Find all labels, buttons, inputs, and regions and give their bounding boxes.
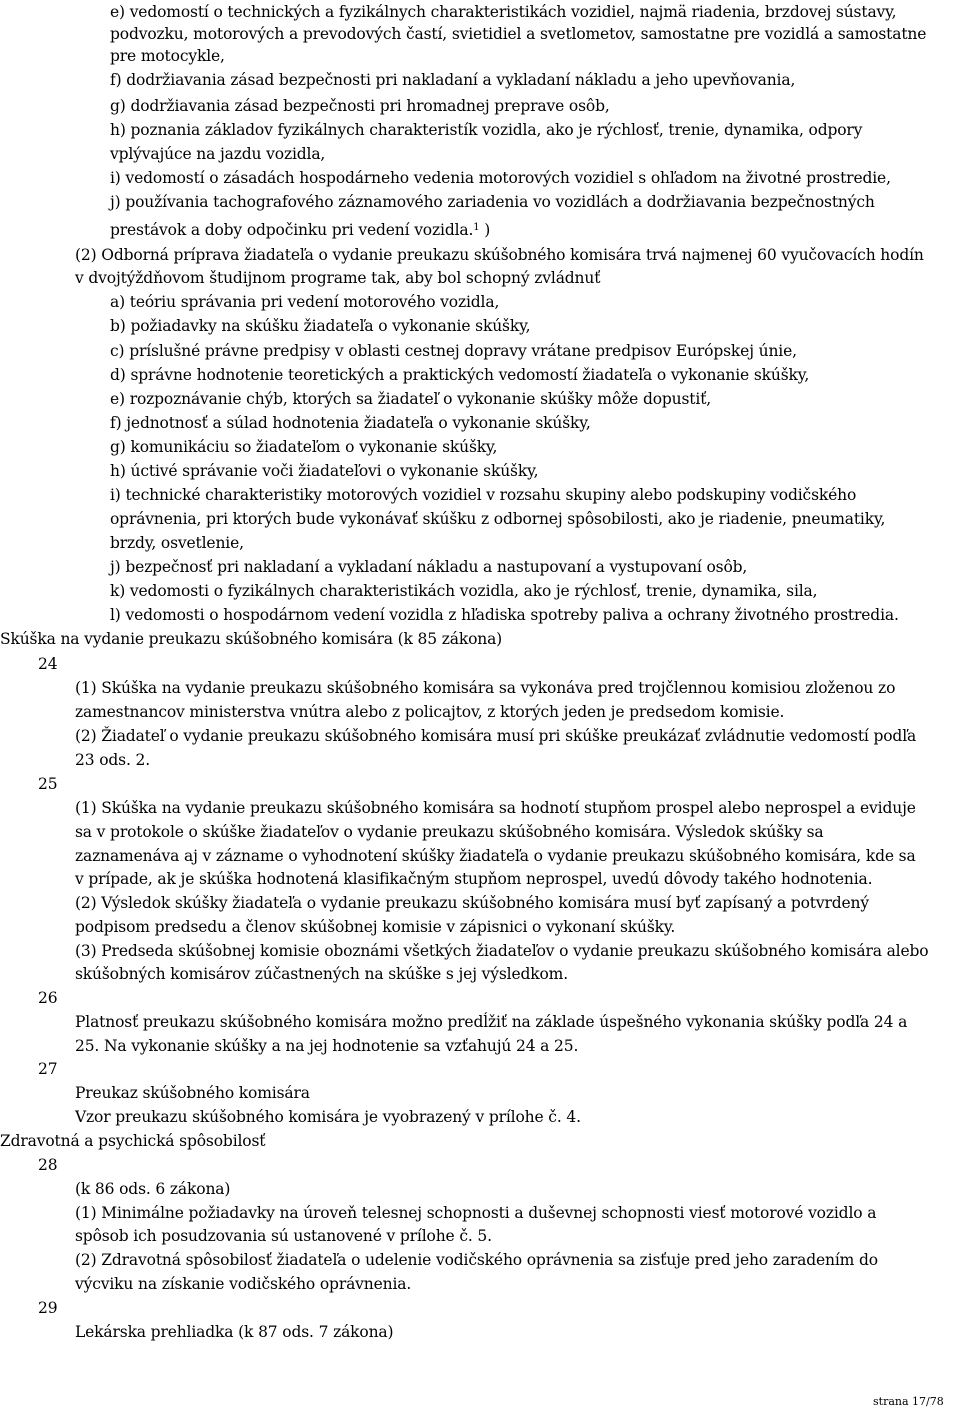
paragraph-line: (2) Zdravotná spôsobilosť žiadateľa o udelenie vodičského oprávnenia sa zisťuje pred jeho zaradením do [75,1251,878,1269]
list-item [110,218,490,242]
paragraph-line: (2) Výsledok skúšky žiadateľa o vydanie preukazu skúšobného komisára musí byť zapísaný a potvrdený [75,894,869,912]
list-item: b) požiadavky na skúšku žiadateľa o vykonanie skúšky, [110,317,531,335]
paragraph-line: výcviku na získanie vodičského oprávnenia. [75,1275,412,1293]
paragraph-line: Preukaz skúšobného komisára [75,1084,310,1102]
list-item: f) jednotnosť a súlad hodnotenia žiadateľa o vykonanie skúšky, [110,414,591,432]
paragraph-line: 23 ods. 2. [75,751,151,769]
list-item: a) teóriu správania pri vedení motorového vozidla, [110,293,500,311]
paragraph-line: (2) Odborná príprava žiadateľa o vydanie preukazu skúšobného komisára trvá najmenej 60 vyučovacích hodín [75,246,924,264]
paragraph-line: (k 86 ods. 6 zákona) [75,1180,231,1198]
footnote-paren: ) [479,221,491,239]
paragraph-line: sa v protokole o skúške žiadateľov o vydanie preukazu skúšobného komisára. Výsledok skúšky sa [75,823,824,841]
section-number: 24 [38,655,58,673]
list-item: pre motocykle, [110,47,225,65]
paragraph-line: 25. Na vykonanie skúšky a na jej hodnotenie sa vzťahujú 24 a 25. [75,1037,579,1055]
section-heading: Zdravotná a psychická spôsobilosť [0,1132,266,1150]
list-item: g) komunikáciu so žiadateľom o vykonanie skúšky, [110,438,498,456]
list-item: e) vedomostí o technických a fyzikálnych charakteristikách vozidiel, najmä riadenia, brzdovej sústavy, [110,3,897,21]
paragraph-line: (1) Skúška na vydanie preukazu skúšobného komisára sa vykonáva pred trojčlennou komisiou zloženou zo [75,679,896,697]
paragraph-line: zaznamenáva aj v zázname o vyhodnotení skúšky žiadateľa o vydanie preukazu skúšobného komisára, kde sa [75,847,916,865]
list-item: podvozku, motorových a prevodových častí, svietidiel a svetlometov, samostatne pre vozidlá a samostatne [110,25,927,43]
paragraph-line: spôsob ich posudzovania sú ustanovené v prílohe č. 5. [75,1227,492,1245]
list-item: j) používania tachografového záznamového zariadenia vo vozidlách a dodržiavania bezpečnostných [110,193,875,211]
list-item: i) technické charakteristiky motorových vozidiel v rozsahu skupiny alebo podskupiny vodičského [110,486,857,504]
paragraph-line: (1) Minimálne požiadavky na úroveň telesnej schopnosti a duševnej schopnosti viesť motorové vozidlo a [75,1204,877,1222]
list-item: i) vedomostí o zásadách hospodárneho vedenia motorových vozidiel s ohľadom na životné prostredie, [110,169,891,187]
list-item: d) správne hodnotenie teoretických a praktických vedomostí žiadateľa o vykonanie skúšky, [110,366,810,384]
paragraph-line: skúšobných komisárov zúčastnených na skúške s jej výsledkom. [75,965,568,983]
list-item: brzdy, osvetlenie, [110,534,244,552]
paragraph-line: v dvojtýždňovom študijnom programe tak, aby bol schopný zvládnuť [75,269,601,287]
paragraph-line: zamestnancov ministerstva vnútra alebo z policajtov, z ktorých jeden je predsedom komisie. [75,703,785,721]
section-number: 25 [38,775,58,793]
paragraph-line: Platnosť preukazu skúšobného komisára možno predĺžiť na základe úspešného vykonania skúšky podľa 24 a [75,1013,908,1031]
list-item-text: prestávok a doby odpočinku pri vedení vozidla. [110,221,474,239]
paragraph-line: v prípade, ak je skúška hodnotená klasifikačným stupňom neprospel, uvedú dôvody takého hodnotenia. [75,870,873,888]
footnote-ref: 1 [473,222,480,233]
page-number: strana 17/78 [873,1395,944,1408]
list-item: g) dodržiavania zásad bezpečnosti pri hromadnej preprave osôb, [110,97,610,115]
list-item: j) bezpečnosť pri nakladaní a vykladaní nákladu a nastupovaní a vystupovaní osôb, [110,558,748,576]
list-item: h) úctivé správanie voči žiadateľovi o vykonanie skúšky, [110,462,539,480]
paragraph-line: (3) Predseda skúšobnej komisie oboznámi všetkých žiadateľov o vydanie preukazu skúšobného komisára alebo [75,942,929,960]
paragraph-line: (2) Žiadateľ o vydanie preukazu skúšobného komisára musí pri skúške preukázať zvládnutie vedomostí podľa [75,727,917,745]
section-number: 26 [38,989,58,1007]
paragraph-line: podpisom predsedu a členov skúšobnej komisie v zápisnici o vykonaní skúšky. [75,918,676,936]
list-item: oprávnenia, pri ktorých bude vykonávať skúšku z odbornej spôsobilosti, ako je riadenie, pneumatiky, [110,510,886,528]
paragraph-line: (1) Skúška na vydanie preukazu skúšobného komisára sa hodnotí stupňom prospel alebo neprospel a eviduje [75,799,916,817]
section-number: 28 [38,1156,58,1174]
section-number: 29 [38,1299,58,1317]
section-heading: Skúška na vydanie preukazu skúšobného komisára (k 85 zákona) [0,630,503,648]
list-item: k) vedomosti o fyzikálnych charakteristikách vozidla, ako je rýchlosť, trenie, dynamika, sila, [110,582,818,600]
list-item: e) rozpoznávanie chýb, ktorých sa žiadateľ o vykonanie skúšky môže dopustiť, [110,390,712,408]
list-item: vplývajúce na jazdu vozidla, [110,145,326,163]
list-item: h) poznania základov fyzikálnych charakteristík vozidla, ako je rýchlosť, trenie, dynamika, odpory [110,121,863,139]
list-item: c) príslušné právne predpisy v oblasti cestnej dopravy vrátane predpisov Európskej únie, [110,342,797,360]
section-number: 27 [38,1060,58,1078]
paragraph-line: Vzor preukazu skúšobného komisára je vyobrazený v prílohe č. 4. [75,1108,581,1126]
list-item: l) vedomosti o hospodárnom vedení vozidla z hľadiska spotreby paliva a ochrany životného prostredia. [110,606,899,624]
list-item: f) dodržiavania zásad bezpečnosti pri nakladaní a vykladaní nákladu a jeho upevňovania, [110,71,796,89]
paragraph-line: Lekárska prehliadka (k 87 ods. 7 zákona) [75,1323,394,1341]
